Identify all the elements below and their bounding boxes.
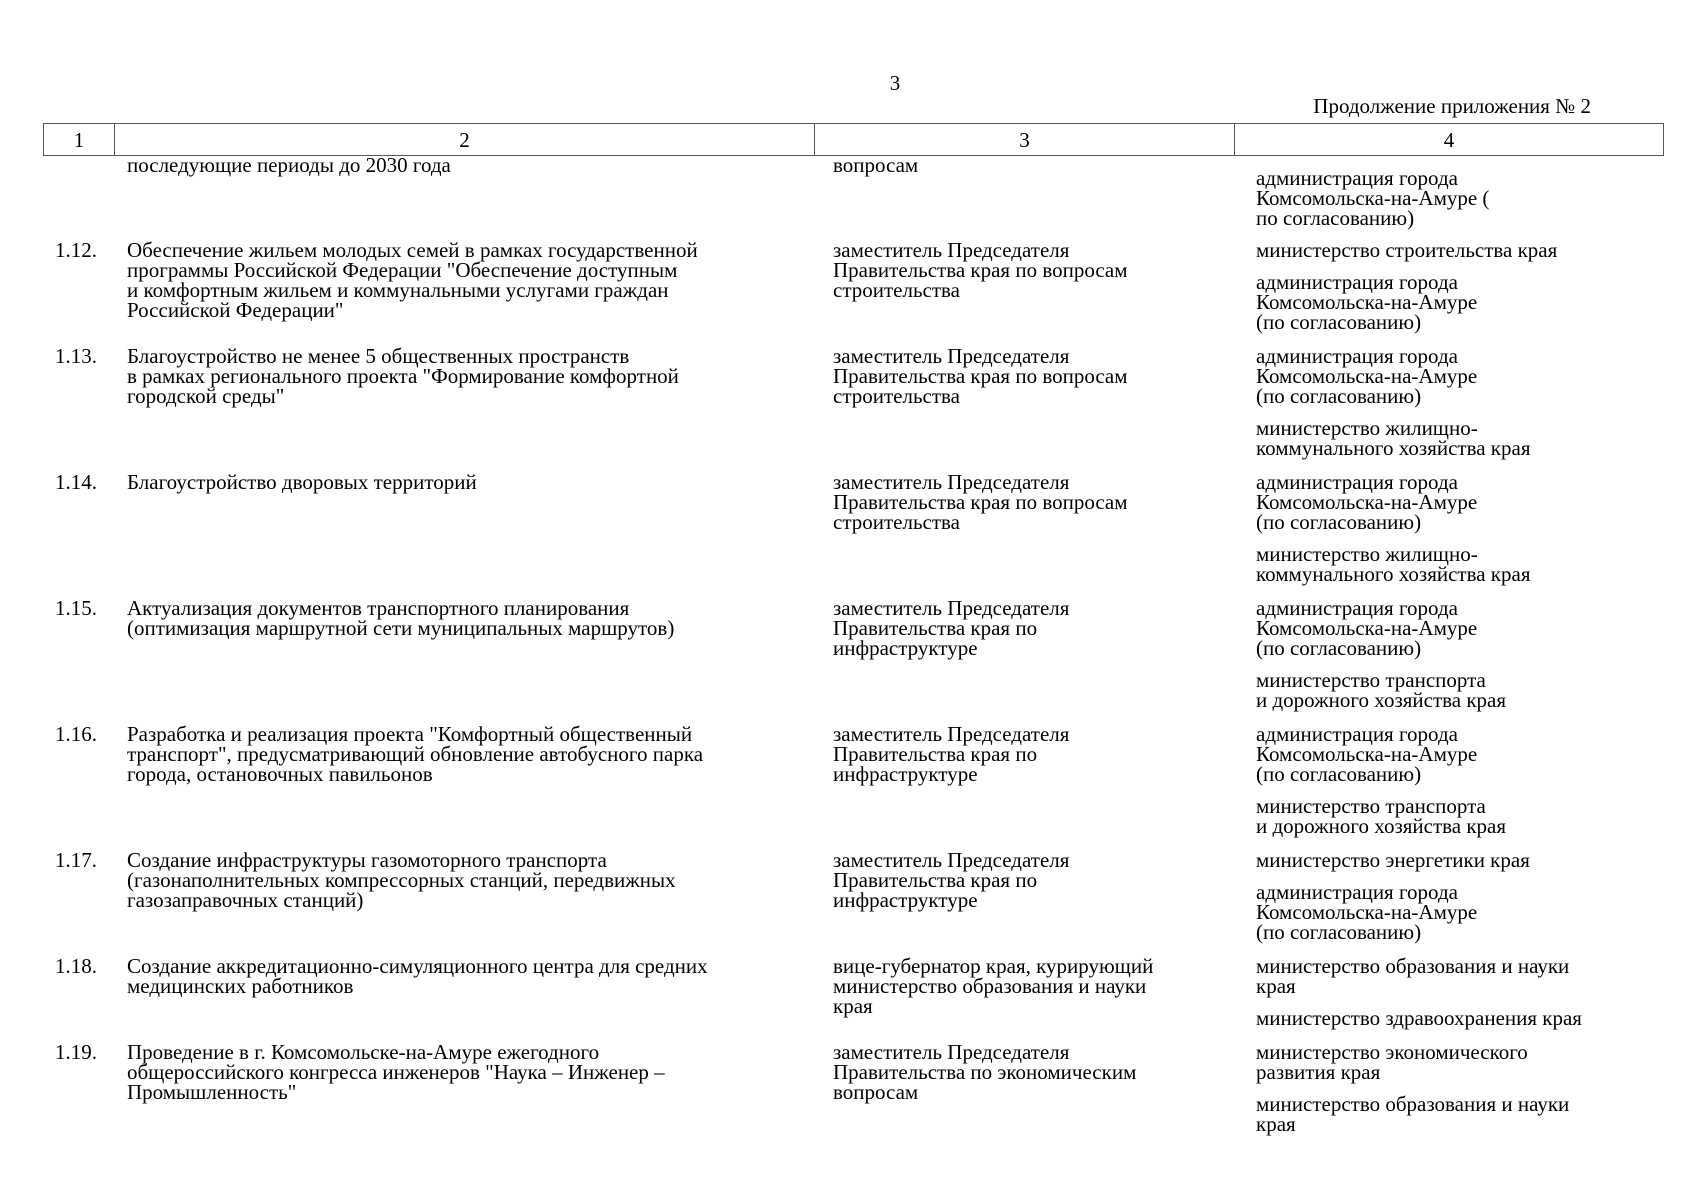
row-description — [127, 598, 827, 638]
row-executors — [1256, 240, 1676, 332]
continuation-label: Продолжение приложения № 2 — [1313, 94, 1591, 118]
executor-line: министерство строительства края — [1256, 238, 1558, 262]
executor-line: администрация города — [1256, 596, 1458, 620]
responsible-line: министерство образования и науки — [833, 974, 1147, 998]
row-responsible — [833, 956, 1233, 1016]
description-line: Благоустройство не менее 5 общественных пространств — [127, 344, 630, 368]
row-number: 1.17. — [55, 848, 97, 872]
row-description — [127, 240, 827, 320]
description-line: медицинских работников — [127, 974, 354, 998]
description-line: Проведение в г. Комсомольске-на-Амуре ежегодного — [127, 1040, 600, 1064]
row-executors — [1256, 956, 1676, 1028]
responsible-line: Правительства края по вопросам — [833, 490, 1128, 514]
executor-line: по согласованию) — [1256, 206, 1415, 230]
responsible-line: инфраструктуре — [833, 762, 978, 786]
executor-line: министерство транспорта — [1256, 794, 1486, 818]
description-line: Российской Федерации" — [127, 298, 344, 322]
executor-line: Комсомольска-на-Амуре — [1256, 900, 1478, 924]
row-executors — [1256, 1042, 1676, 1134]
carry-over-description: последующие периоды до 2030 года — [127, 153, 451, 177]
description-line: (газонаполнительных компрессорных станций, передвижных — [127, 868, 676, 892]
responsible-line: заместитель Председателя — [833, 848, 1070, 872]
executor-line: министерство здравоохранения края — [1256, 1006, 1582, 1030]
executor-line: Комсомольска-на-Амуре — [1256, 742, 1478, 766]
responsible-line: заместитель Председателя — [833, 238, 1070, 262]
responsible-line: Правительства края по — [833, 616, 1038, 640]
executor-line: Комсомольска-на-Амуре — [1256, 490, 1478, 514]
executor-line: Комсомольска-на-Амуре — [1256, 616, 1478, 640]
executor-line: (по согласованию) — [1256, 384, 1422, 408]
page-number: 3 — [889, 71, 901, 95]
executor-entry — [1256, 1042, 1676, 1082]
carry-over-executors — [1256, 168, 1676, 228]
column-header-3: 3 — [815, 124, 1235, 156]
executor-entry — [1256, 796, 1676, 836]
executor-line: (по согласованию) — [1256, 510, 1422, 534]
executor-entry — [1256, 598, 1676, 658]
row-responsible — [833, 850, 1233, 910]
column-header-2: 2 — [115, 124, 815, 156]
responsible-line: Правительства края по — [833, 868, 1038, 892]
row-responsible — [833, 472, 1233, 532]
executor-entry — [1256, 544, 1676, 584]
row-executors — [1256, 346, 1676, 458]
executor-line: администрация города — [1256, 880, 1458, 904]
description-line: в рамках регионального проекта "Формирование комфортной — [127, 364, 679, 388]
responsible-line: строительства — [833, 384, 961, 408]
executor-line: и дорожного хозяйства края — [1256, 814, 1507, 838]
executor-entry — [1256, 670, 1676, 710]
responsible-line: заместитель Председателя — [833, 596, 1070, 620]
row-number: 1.14. — [55, 470, 97, 494]
executor-line: министерство жилищно- — [1256, 416, 1478, 440]
executor-line: администрация города — [1256, 166, 1458, 190]
row-responsible — [833, 240, 1233, 300]
description-line: транспорт", предусматривающий обновление автобусного парка — [127, 742, 704, 766]
column-header-table — [43, 123, 1664, 156]
executor-line: администрация города — [1256, 344, 1458, 368]
executor-entry — [1256, 418, 1676, 458]
responsible-line: края — [833, 994, 873, 1018]
row-executors — [1256, 724, 1676, 836]
executor-line: министерство образования и науки — [1256, 954, 1570, 978]
responsible-line: инфраструктуре — [833, 636, 978, 660]
responsible-line: строительства — [833, 278, 961, 302]
row-description — [127, 956, 827, 996]
executor-line: (по согласованию) — [1256, 636, 1422, 660]
row-responsible — [833, 724, 1233, 784]
description-line: Актуализация документов транспортного планирования — [127, 596, 630, 620]
column-header-row — [44, 124, 1664, 156]
responsible-line: Правительства края по — [833, 742, 1038, 766]
responsible-line: вопросам — [833, 1080, 919, 1104]
responsible-line: Правительства по экономическим — [833, 1060, 1137, 1084]
row-description — [127, 724, 827, 784]
executor-line: Комсомольска-на-Амуре ( — [1256, 186, 1490, 210]
executor-line: министерство жилищно- — [1256, 542, 1478, 566]
description-line: Благоустройство дворовых территорий — [127, 470, 477, 494]
responsible-line: инфраструктуре — [833, 888, 978, 912]
executor-line: министерство энергетики края — [1256, 848, 1530, 872]
row-number: 1.18. — [55, 954, 97, 978]
responsible-line: строительства — [833, 510, 961, 534]
executor-entry — [1256, 724, 1676, 784]
executor-entry — [1256, 882, 1676, 942]
row-responsible — [833, 1042, 1233, 1102]
executor-entry — [1256, 1008, 1676, 1028]
row-executors — [1256, 850, 1676, 942]
row-description — [127, 346, 827, 406]
executor-line: министерство экономического — [1256, 1040, 1528, 1064]
executor-entry — [1256, 850, 1676, 870]
executor-line: Комсомольска-на-Амуре — [1256, 290, 1478, 314]
executor-line: (по согласованию) — [1256, 920, 1422, 944]
responsible-line: Правительства края по вопросам — [833, 258, 1128, 282]
column-header-1: 1 — [44, 124, 115, 156]
executor-entry — [1256, 956, 1676, 996]
row-responsible — [833, 598, 1233, 658]
executor-line: администрация города — [1256, 270, 1458, 294]
column-header-4: 4 — [1235, 124, 1664, 156]
responsible-line: заместитель Председателя — [833, 344, 1070, 368]
executor-entry — [1256, 346, 1676, 406]
executor-line: коммунального хозяйства края — [1256, 562, 1531, 586]
executor-line: развития края — [1256, 1060, 1381, 1084]
responsible-line: вице-губернатор края, курирующий — [833, 954, 1154, 978]
row-number: 1.19. — [55, 1040, 97, 1064]
description-line: (оптимизация маршрутной сети муниципальных маршрутов) — [127, 616, 675, 640]
executor-entry — [1256, 240, 1676, 260]
responsible-line: заместитель Председателя — [833, 722, 1070, 746]
row-responsible — [833, 346, 1233, 406]
description-line: Обеспечение жильем молодых семей в рамках государственной — [127, 238, 698, 262]
executor-line: администрация города — [1256, 470, 1458, 494]
row-description — [127, 472, 827, 492]
responsible-line: заместитель Председателя — [833, 470, 1070, 494]
executor-line: и дорожного хозяйства края — [1256, 688, 1507, 712]
executor-line: (по согласованию) — [1256, 762, 1422, 786]
executor-line: администрация города — [1256, 722, 1458, 746]
description-line: программы Российской Федерации "Обеспечение доступным — [127, 258, 678, 282]
row-description — [127, 1042, 827, 1102]
description-line: Разработка и реализация проекта "Комфортный общественный — [127, 722, 693, 746]
description-line: города, остановочных павильонов — [127, 762, 433, 786]
row-number: 1.12. — [55, 238, 97, 262]
row-number: 1.13. — [55, 344, 97, 368]
row-description — [127, 850, 827, 910]
responsible-line: Правительства края по вопросам — [833, 364, 1128, 388]
responsible-line: заместитель Председателя — [833, 1040, 1070, 1064]
executor-line: края — [1256, 1112, 1296, 1136]
executor-line: Комсомольска-на-Амуре — [1256, 364, 1478, 388]
row-number: 1.15. — [55, 596, 97, 620]
executor-entry — [1256, 272, 1676, 332]
executor-line: края — [1256, 974, 1296, 998]
description-line: газозаправочных станций) — [127, 888, 364, 912]
description-line: Создание инфраструктуры газомоторного транспорта — [127, 848, 607, 872]
row-number: 1.16. — [55, 722, 97, 746]
executor-entry — [1256, 472, 1676, 532]
description-line: и комфортным жильем и коммунальными услугами граждан — [127, 278, 669, 302]
row-executors — [1256, 598, 1676, 710]
executor-line: коммунального хозяйства края — [1256, 436, 1531, 460]
executor-line: (по согласованию) — [1256, 310, 1422, 334]
executor-entry — [1256, 1094, 1676, 1134]
carry-over-responsible: вопросам — [833, 153, 919, 177]
description-line: Промышленность" — [127, 1080, 297, 1104]
description-line: городской среды" — [127, 384, 285, 408]
row-executors — [1256, 472, 1676, 584]
description-line: общероссийского конгресса инженеров "Наука – Инженер – — [127, 1060, 665, 1084]
executor-line: министерство транспорта — [1256, 668, 1486, 692]
executor-line: министерство образования и науки — [1256, 1092, 1570, 1116]
description-line: Создание аккредитационно-симуляционного центра для средних — [127, 954, 708, 978]
